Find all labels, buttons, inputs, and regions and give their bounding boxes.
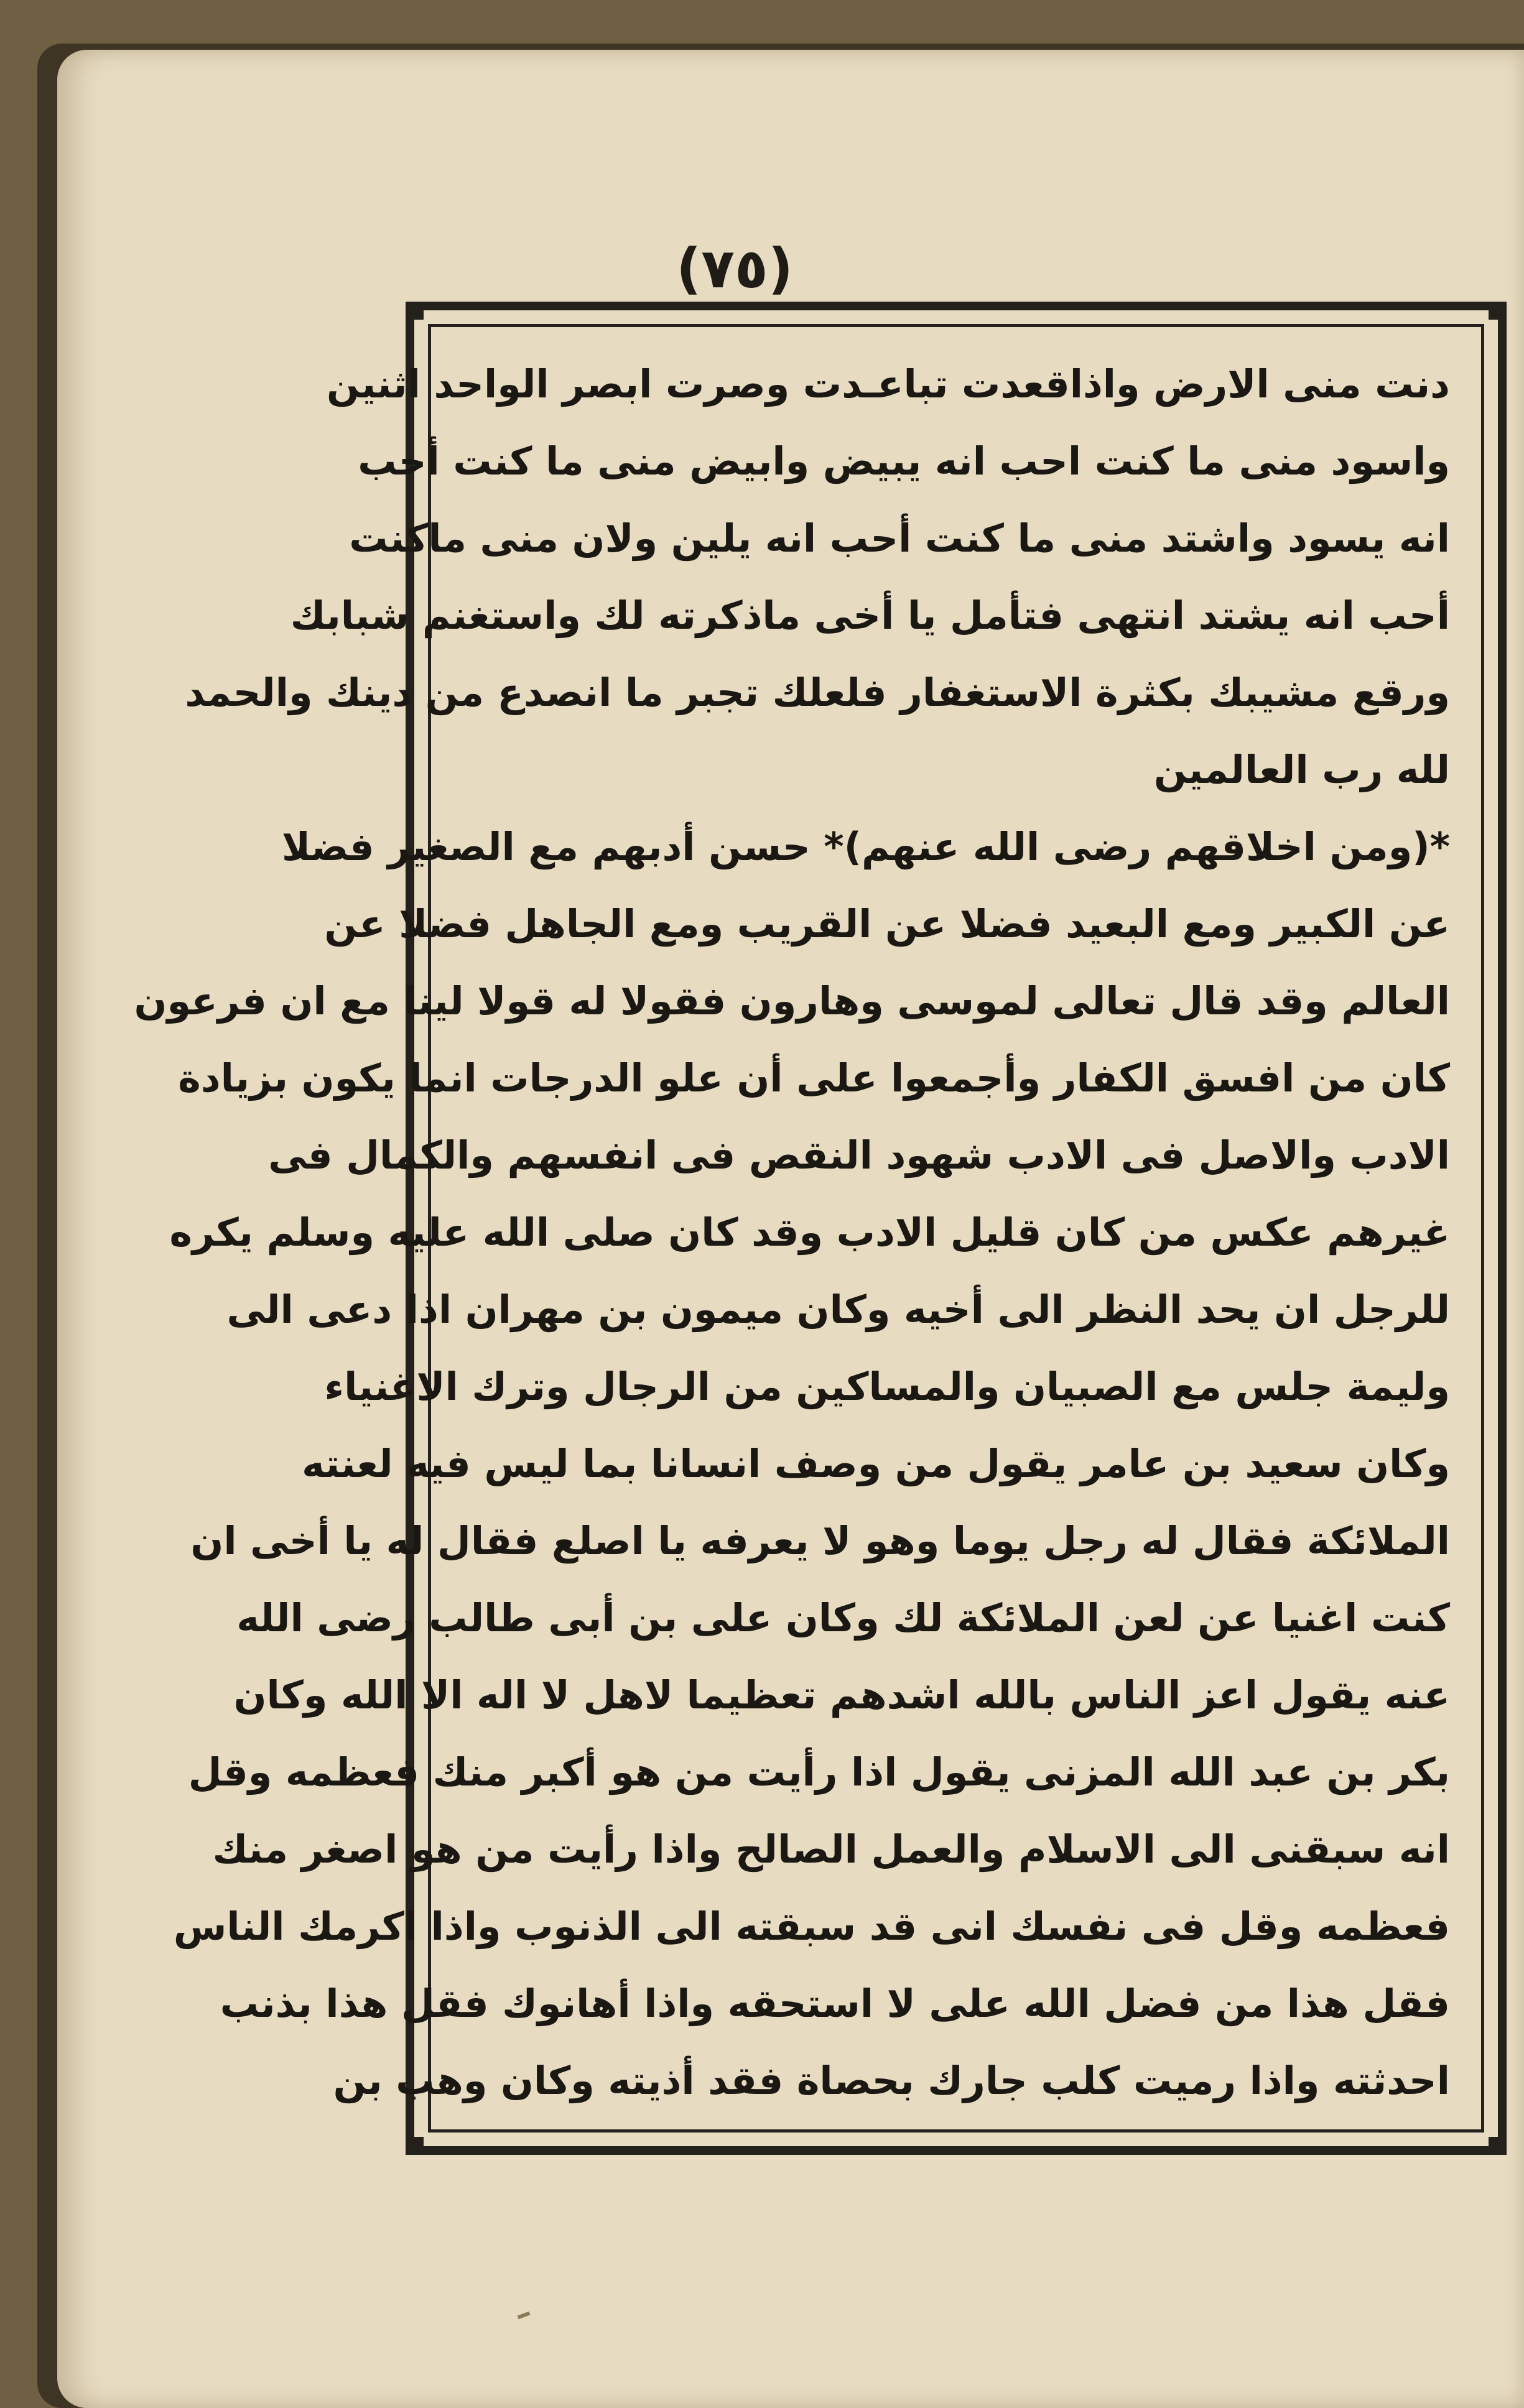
text-line: غيرهم عكس من كان قليل الادب وقد كان صلى الله عليه وسلم يكره [169,1210,1450,1255]
text-line: احدثته واذا رميت كلب جارك بحصاة فقد أذيته وكان وهب بن [333,2058,1450,2103]
text-line: للرجل ان يحد النظر الى أخيه وكان ميمون بن مهران اذا دعى الى [226,1287,1450,1332]
text-line: العالم وقد قال تعالى لموسى وهارون فقولا له قولا لينا مع ان فرعون [134,978,1450,1024]
frame-corner-ornament [412,308,424,320]
text-line: وكان سعيد بن عامر يقول من وصف انسانا بما ليس فيه لعنته [302,1441,1450,1486]
text-line: الملائكة فقال له رجل يوما وهو لا يعرفه يا اصلع فقال له يا أخى ان [190,1518,1450,1563]
arabic-text-block [134,346,1450,2111]
text-line: فعظمه وقل فى نفسك انى قد سبقته الى الذنوب واذا اكرمك الناس [173,1904,1450,1949]
text-line: الادب والاصل فى الادب شهود النقص فى انفسهم والكمال فى [268,1132,1450,1178]
text-line: انه سبقنى الى الاسلام والعمل الصالح واذا رأيت من هو اصغر منك [212,1827,1450,1872]
text-line: لله رب العالمين [1153,747,1450,792]
frame-corner-ornament [1489,308,1500,320]
text-line: وليمة جلس مع الصبيان والمساكين من الرجال وترك الاغنياء [324,1364,1450,1409]
frame-corner-ornament [412,2137,424,2148]
text-line: بكر بن عبد الله المزنى يقول اذا رأيت من هو أكبر منك فعظمه وقل [188,1749,1450,1795]
paper-blemish [518,2312,531,2319]
text-line: كنت اغنيا عن لعن الملائكة لك وكان على بن أبى طالب رضى الله [236,1595,1450,1641]
text-line: أحب انه يشتد انتهى فتأمل يا أخى ماذكرته لك واستغنم شبابك [290,593,1450,638]
text-line: انه يسود واشتد منى ما كنت أحب انه يلين ولان منى ماكنت [349,516,1450,561]
text-line: كان من افسق الكفار وأجمعوا على أن علو الدرجات انما يكون بزيادة [178,1055,1450,1101]
text-line: ورقع مشيبك بكثرة الاستغفار فلعلك تجبر ما انصدع من دينك والحمد [185,670,1450,715]
text-frame [134,302,1507,2155]
text-frame-inner [134,324,1484,2132]
text-line: عن الكبير ومع البعيد فضلا عن القريب ومع الجاهل فضلا عن [324,901,1450,947]
text-line: واسود منى ما كنت احب انه يبيض وابيض منى ما كنت أحب [358,438,1450,484]
book-page [57,50,1524,2408]
frame-corner-ornament [1489,2137,1500,2148]
text-line: فقل هذا من فضل الله على لا استحقه واذا أهانوك فقل هذا بذنب [220,1981,1450,2026]
page-number: (٧٥) [676,236,793,300]
section-heading-line: *(ومن اخلاقهم رضى الله عنهم)* حسن أدبهم مع الصغير فضلا [281,824,1450,869]
text-line: عنه يقول اعز الناس بالله اشدهم تعظيما لاهل لا اله الا الله وكان [233,1672,1450,1718]
text-line: دنت منى الارض واذاقعدت تباعـدت وصرت ابصر الواحد اثنين [326,361,1450,407]
